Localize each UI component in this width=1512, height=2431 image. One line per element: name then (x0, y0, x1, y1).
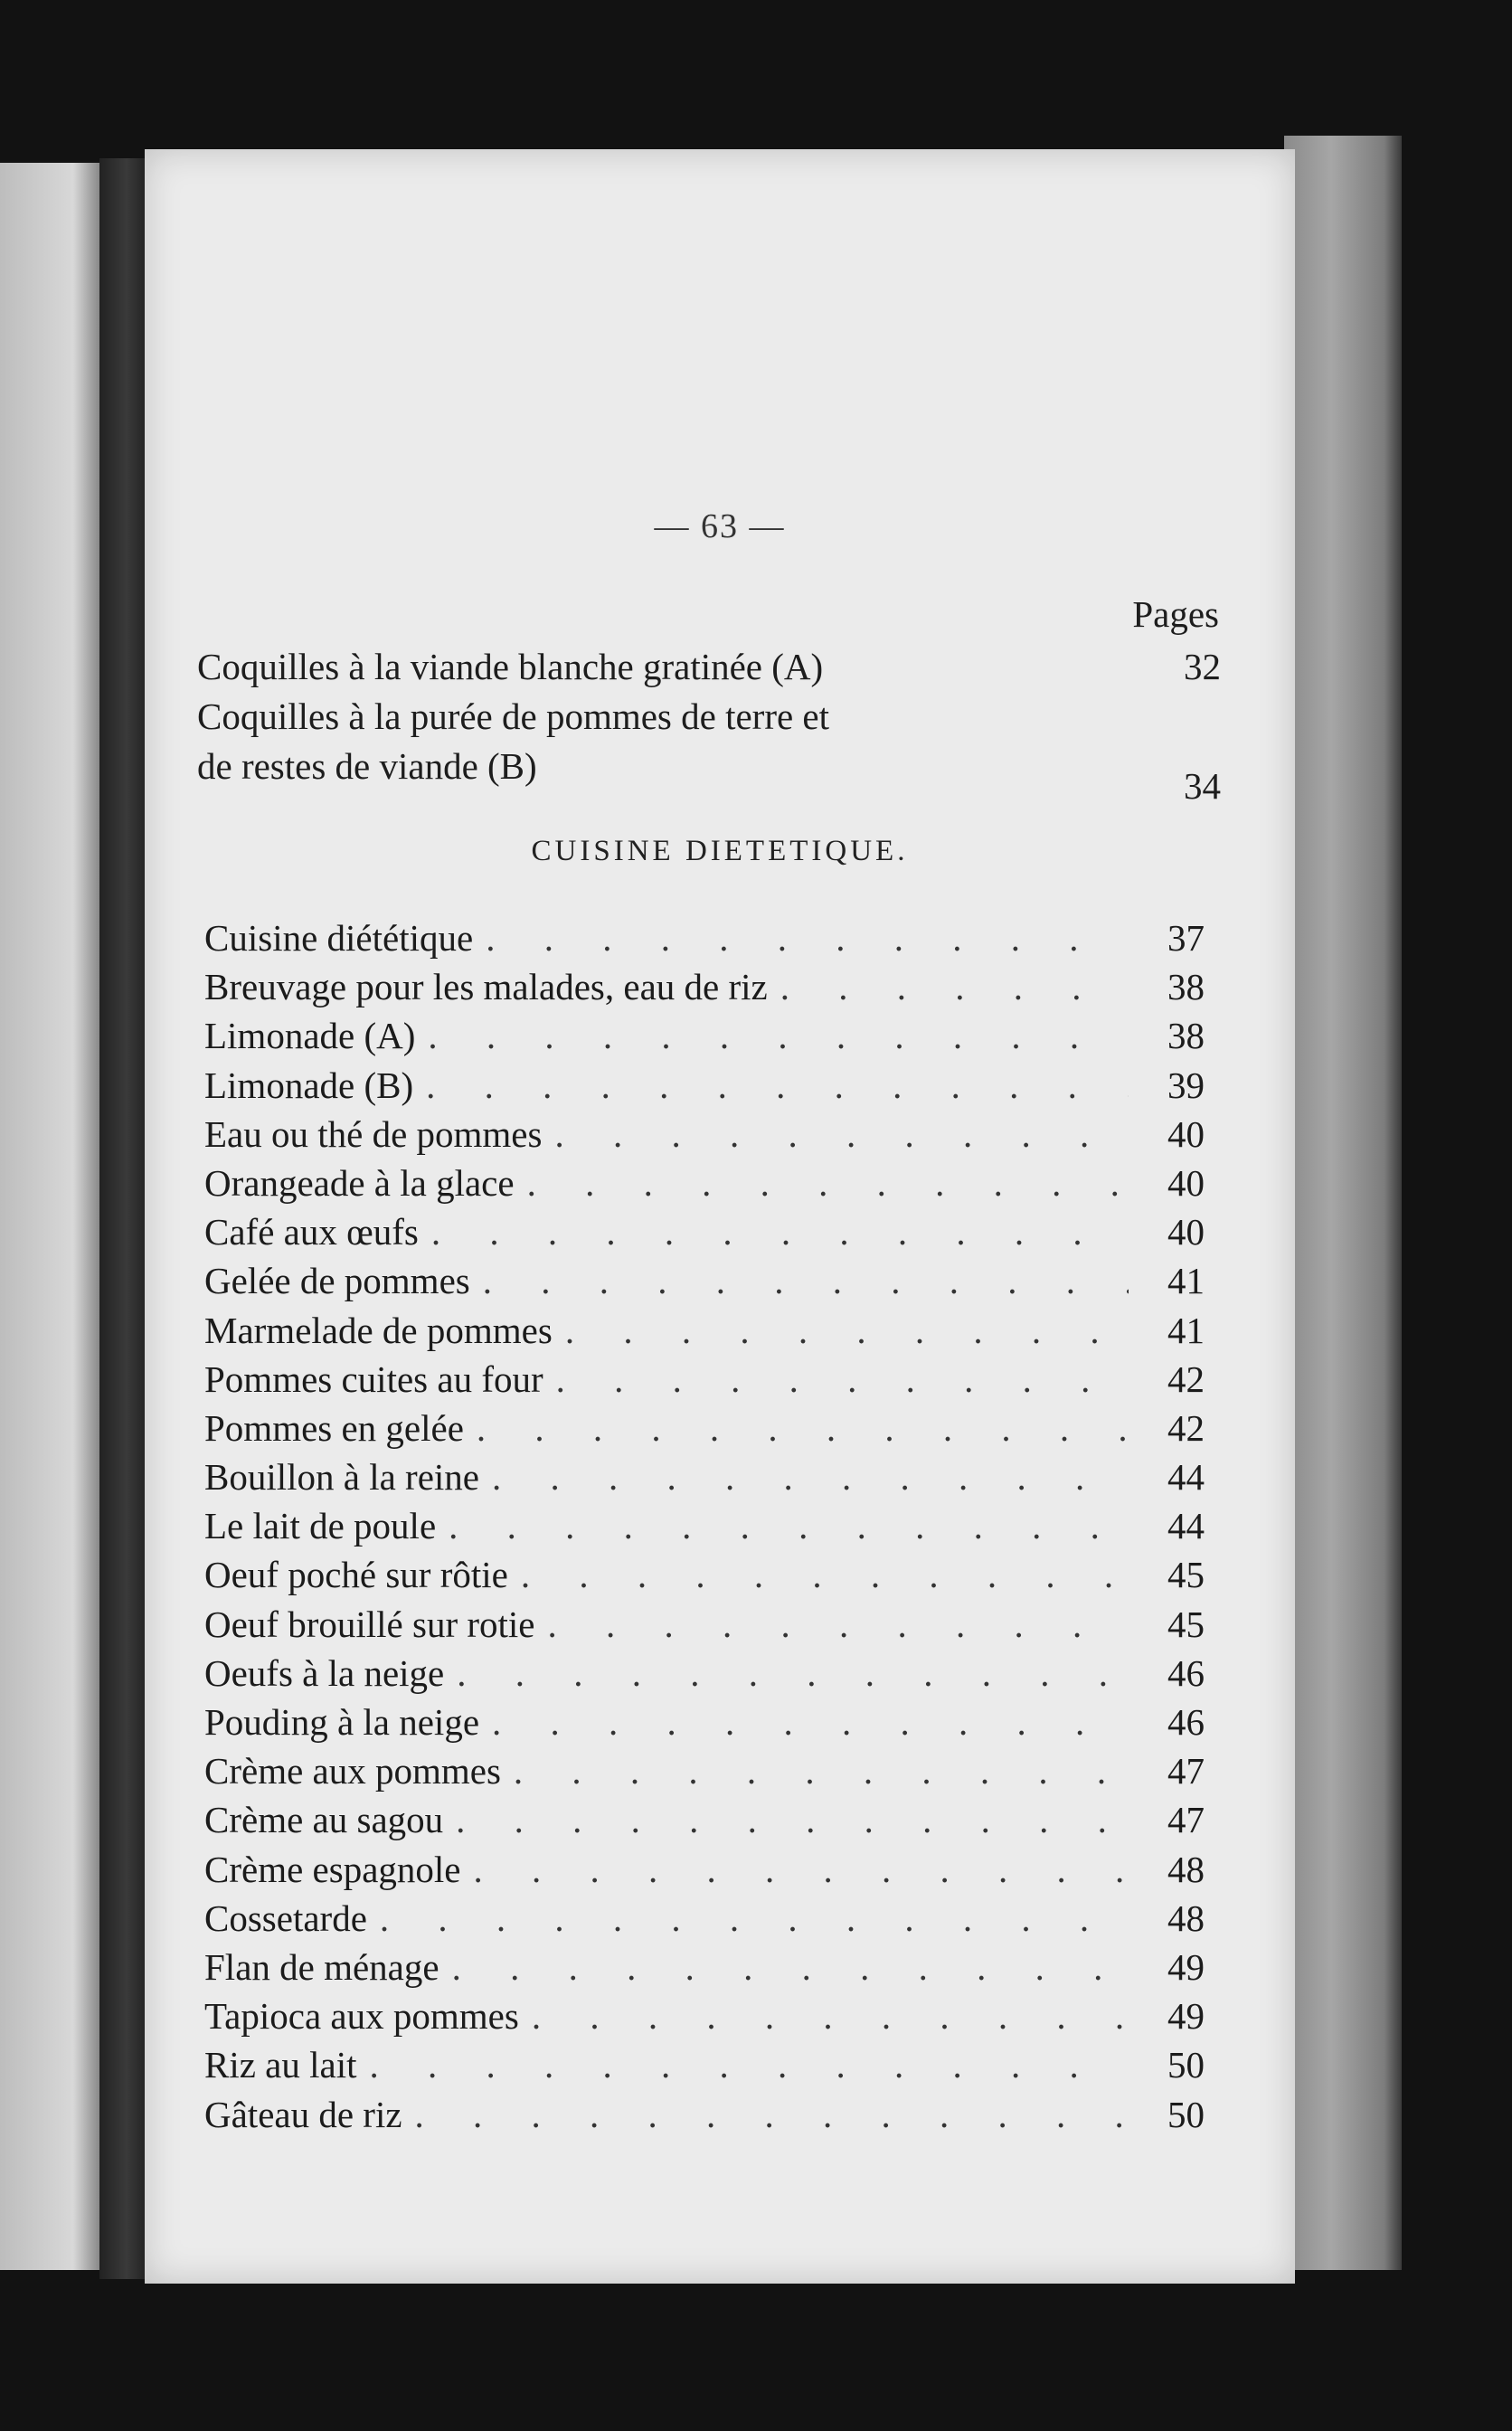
toc-entry (204, 962, 1205, 1011)
dot-leader (483, 1256, 1129, 1305)
toc-entry-page: 40 (1167, 1211, 1205, 1253)
book-page (145, 149, 1295, 2284)
dot-leader (415, 2090, 1129, 2139)
toc-entry-page: 46 (1167, 1651, 1205, 1694)
dot-leader (514, 1746, 1129, 1795)
toc-entry (204, 2040, 1205, 2089)
toc-entry-title: de restes de viande (B) (197, 745, 537, 787)
toc-entry-title: Riz au lait (204, 2044, 357, 2086)
section-title: CUISINE DIETETIQUE. (531, 835, 909, 867)
page-edge (1284, 136, 1402, 2270)
dot-leader (477, 1404, 1129, 1452)
pages-column-label: Pages (1132, 593, 1219, 635)
toc-entry (204, 1011, 1205, 1060)
toc-entry (197, 642, 1221, 692)
toc-entry (204, 1207, 1205, 1256)
dot-leader (492, 1698, 1129, 1746)
toc-entry-page: 40 (1167, 1161, 1205, 1204)
toc-entry (204, 1845, 1205, 1894)
toc-entry (204, 1600, 1205, 1649)
toc-entry (204, 1795, 1205, 1844)
toc-entry (204, 1256, 1205, 1305)
dot-leader (527, 1159, 1129, 1207)
toc-entry-title: Tapioca aux pommes (204, 1995, 519, 2038)
toc-entry-title: Oeuf poché sur rôtie (204, 1554, 508, 1596)
toc-entry-title: Gelée de pommes (204, 1260, 470, 1302)
toc-entry-page: 49 (1167, 1945, 1205, 1988)
toc-entry (204, 1061, 1205, 1110)
toc-entry-page: 38 (1167, 966, 1205, 1008)
dot-leader (456, 1795, 1129, 1844)
toc-entry-title: Coquilles à la viande blanche gratinée (A) (197, 646, 824, 687)
toc-entry (197, 742, 1221, 807)
toc-entry-title: Oeuf brouillé sur rotie (204, 1603, 535, 1645)
toc-entry-page: 45 (1167, 1554, 1205, 1596)
dot-leader (780, 962, 1129, 1011)
toc-entry-title: Flan de ménage (204, 1945, 439, 1988)
dot-leader (547, 1600, 1129, 1649)
toc-entry (204, 1550, 1205, 1599)
toc-entry (204, 1110, 1205, 1159)
toc-entry-title: Coquilles à la purée de pommes de terre et (197, 695, 830, 737)
dot-leader (521, 1550, 1129, 1599)
toc-entry-title: Eau ou thé de pommes (204, 1112, 543, 1155)
toc-entry-page: 46 (1167, 1701, 1205, 1743)
toc-entry-title: Pouding à la neige (204, 1701, 480, 1743)
toc-entry (204, 913, 1205, 962)
toc-entry-page: 44 (1167, 1456, 1205, 1499)
toc-entry (204, 1355, 1205, 1404)
dot-leader (556, 1355, 1129, 1404)
toc-entry-title: Crème espagnole (204, 1848, 461, 1890)
toc-entry (204, 1404, 1205, 1452)
dot-leader (486, 913, 1129, 962)
toc-entry-title: Limonade (A) (204, 1015, 416, 1057)
toc-entry-title: Le lait de poule (204, 1505, 437, 1547)
toc-entry-page: 37 (1167, 917, 1205, 959)
toc-entry (204, 2090, 1205, 2139)
toc-entry-title: Bouillon à la reine (204, 1456, 479, 1499)
toc-entry-page: 50 (1167, 2093, 1205, 2135)
toc-entry (204, 1306, 1205, 1355)
toc-entry-title: Limonade (B) (204, 1064, 414, 1106)
dot-leader (426, 1061, 1129, 1110)
toc-entry-page: 50 (1167, 2044, 1205, 2086)
toc-entry (204, 1452, 1205, 1501)
dot-leader (452, 1943, 1129, 1991)
toc-entry-page: 44 (1167, 1505, 1205, 1547)
dot-leader (428, 1011, 1129, 1060)
dot-leader (431, 1207, 1129, 1256)
dot-leader (380, 1894, 1129, 1943)
pre-section-entries (197, 642, 1221, 807)
toc-entry (204, 1698, 1205, 1746)
toc-entry-page: 42 (1167, 1406, 1205, 1449)
toc-entry (204, 1501, 1205, 1550)
toc-entry (204, 1894, 1205, 1943)
dot-leader (449, 1501, 1129, 1550)
toc-entry-page: 32 (1184, 646, 1221, 687)
dot-leader (565, 1306, 1129, 1355)
toc-entry-page: 45 (1167, 1603, 1205, 1645)
toc-entry-page: 39 (1167, 1064, 1205, 1106)
toc-entry (204, 1943, 1205, 1991)
toc-entry-page: 41 (1167, 1309, 1205, 1351)
toc-entry-page: 47 (1167, 1799, 1205, 1841)
toc-entry-page: 48 (1167, 1848, 1205, 1890)
dot-leader (492, 1452, 1129, 1501)
toc-entry (204, 1649, 1205, 1698)
toc-entry-title: Pommes en gelée (204, 1406, 464, 1449)
toc-entry (204, 1159, 1205, 1207)
toc-entry-title: Orangeade à la glace (204, 1161, 515, 1204)
toc-entry-page: 42 (1167, 1357, 1205, 1400)
toc-entry-page: 41 (1167, 1260, 1205, 1302)
toc-entry-page: 38 (1167, 1015, 1205, 1057)
toc-entry-title: Cuisine diététique (204, 917, 474, 959)
toc-list (204, 913, 1205, 2139)
toc-entry (204, 1746, 1205, 1795)
toc-entry-title: Gâteau de riz (204, 2093, 402, 2135)
toc-entry-page: 47 (1167, 1750, 1205, 1793)
toc-entry-title: Crème au sagou (204, 1799, 444, 1841)
toc-entry-page: 40 (1167, 1112, 1205, 1155)
dot-leader (554, 1110, 1129, 1159)
toc-entry-title: Oeufs à la neige (204, 1651, 445, 1694)
dot-leader (532, 1991, 1129, 2040)
dot-leader (370, 2040, 1129, 2089)
toc-entry-title: Café aux œufs (204, 1211, 419, 1253)
toc-entry-page: 48 (1167, 1897, 1205, 1939)
toc-entry-title: Cossetarde (204, 1897, 367, 1939)
toc-entry (197, 692, 1221, 742)
toc-entry-page: 34 (1184, 765, 1221, 807)
toc-entry-title: Marmelade de pommes (204, 1309, 553, 1351)
toc-entry-title: Pommes cuites au four (204, 1357, 543, 1400)
dot-leader (473, 1845, 1129, 1894)
dot-leader (457, 1649, 1129, 1698)
page-number-header: — 63 — (654, 507, 786, 545)
toc-entry-title: Crème aux pommes (204, 1750, 501, 1793)
toc-entry-title: Breuvage pour les malades, eau de riz (204, 966, 768, 1008)
toc-entry-page: 49 (1167, 1995, 1205, 2038)
toc-entry (204, 1991, 1205, 2040)
